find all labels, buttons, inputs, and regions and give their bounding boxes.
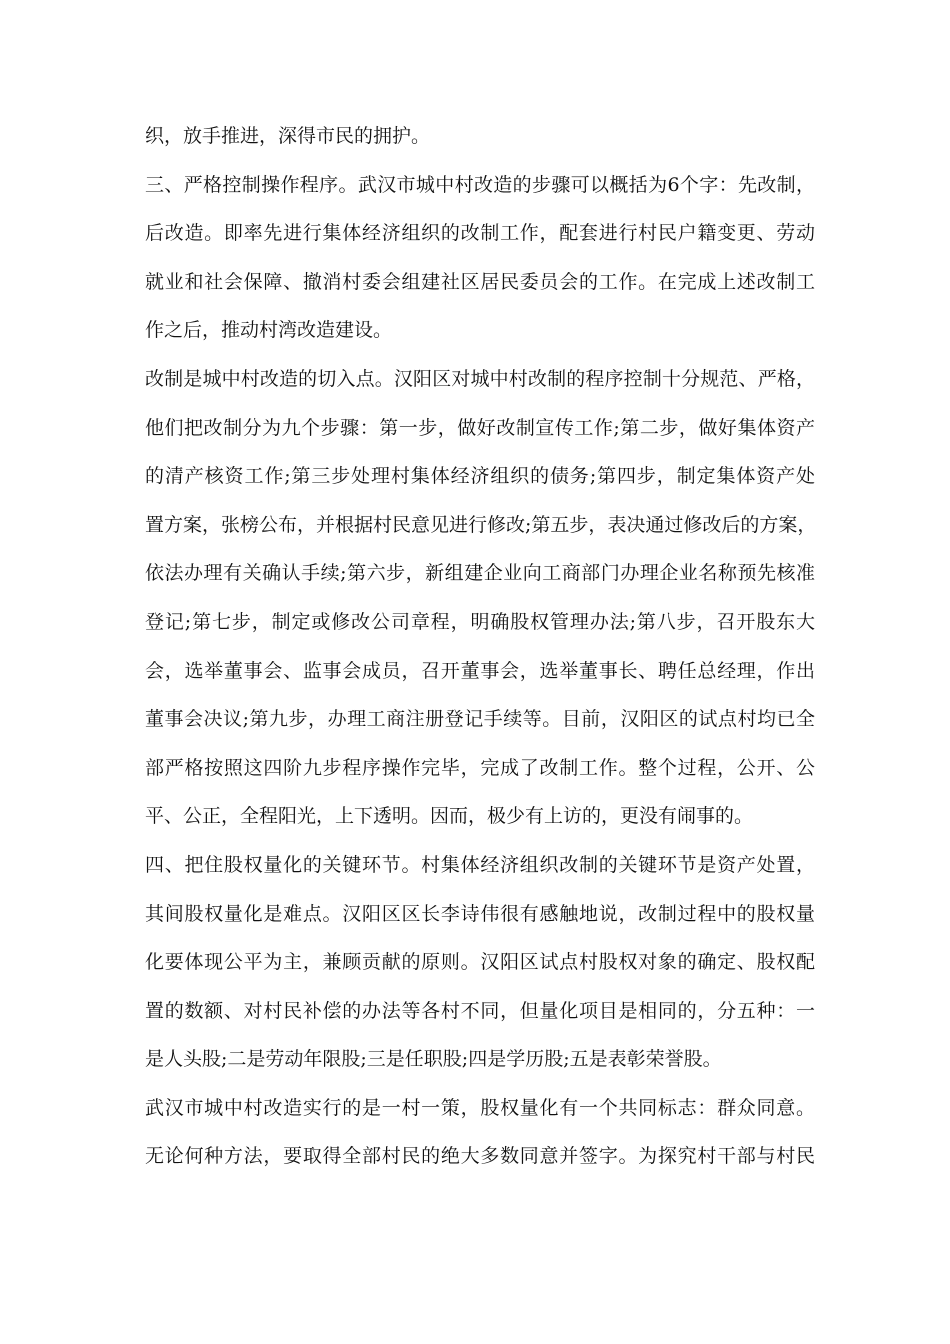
text-line: 无论何种方法，要取得全部村民的绝大多数同意并签字。为探究村干部与村民: [145, 1145, 815, 1168]
text-line: 就业和社会保障、撤消村委会组建社区居民委员会的工作。在完成上述改制工: [145, 270, 815, 293]
text-line: 织，放手推进，深得市民的拥护。: [145, 125, 431, 147]
body-text: [145, 112, 815, 1181]
text-line: 是人头股;二是劳动年限股;三是任职股;四是学历股;五是表彰荣誉股。: [145, 1048, 722, 1071]
text-line: 登记;第七步，制定或修改公司章程，明确股权管理办法;第八步，召开股东大: [145, 610, 815, 633]
text-line: 他们把改制分为九个步骤：第一步，做好改制宣传工作;第二步，做好集体资产: [145, 416, 815, 439]
text-line: 平、公正，全程阳光，上下透明。因而，极少有上访的，更没有闹事的。: [145, 805, 754, 828]
text-line: 三、严格控制操作程序。武汉市城中村改造的步骤可以概括为6个字：先改制，: [145, 173, 815, 196]
text-line: 化要体现公平为主，兼顾贡献的原则。汉阳区试点村股权对象的确定、股权配: [145, 951, 815, 974]
text-line: 置的数额、对村民补偿的办法等各村不同，但量化项目是相同的，分五种：一: [145, 999, 815, 1022]
text-line: 改制是城中村改造的切入点。汉阳区对城中村改制的程序控制十分规范、严格，: [145, 367, 815, 390]
text-line: 部严格按照这四阶九步程序操作完毕，完成了改制工作。整个过程，公开、公: [145, 756, 815, 779]
text-line: 置方案，张榜公布，并根据村民意见进行修改;第五步，表决通过修改后的方案，: [145, 513, 817, 536]
text-line: 会，选举董事会、监事会成员，召开董事会，选举董事长、聘任总经理，作出: [145, 659, 815, 682]
text-line: 董事会决议;第九步，办理工商注册登记手续等。目前，汉阳区的试点村均已全: [145, 708, 815, 731]
text-line: 其间股权量化是难点。汉阳区区长李诗伟很有感触地说，改制过程中的股权量: [145, 902, 815, 925]
text-line: 作之后，推动村湾改造建设。: [145, 319, 393, 342]
text-line: 武汉市城中村改造实行的是一村一策，股权量化有一个共同标志：群众同意。: [145, 1096, 815, 1119]
text-line: 后改造。即率先进行集体经济组织的改制工作，配套进行村民户籍变更、劳动: [145, 222, 815, 245]
text-line: 的清产核资工作;第三步处理村集体经济组织的债务;第四步，制定集体资产处: [145, 465, 815, 488]
text-line: 四、把住股权量化的关键环节。村集体经济组织改制的关键环节是资产处置，: [145, 853, 815, 876]
text-line: 依法办理有关确认手续;第六步，新组建企业向工商部门办理企业名称预先核准: [145, 562, 815, 585]
